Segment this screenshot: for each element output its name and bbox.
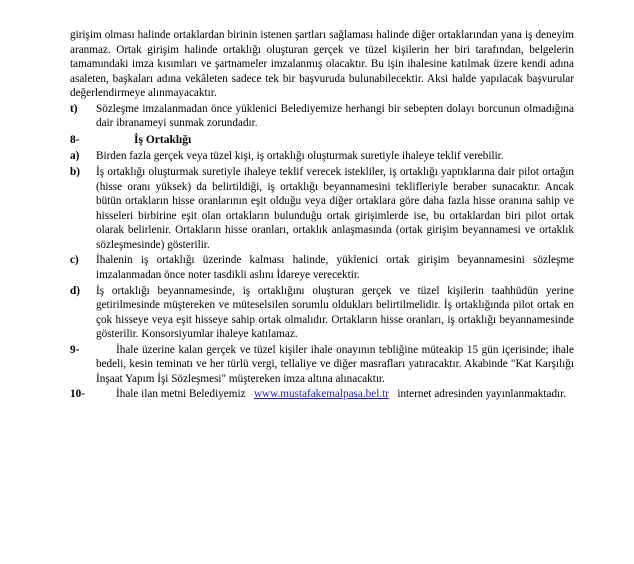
- clause-8c-text: İhalenin iş ortaklığı üzerinde kalması halinde, yüklenici ortak girişim beyannamesini sözleşme imzalanmadan önce noter tasdikli aslını İdareye verecektir.: [96, 254, 574, 281]
- section-9: [70, 343, 574, 387]
- clause-8c: [70, 253, 574, 282]
- section-9-number: 9-: [70, 343, 80, 356]
- intro-paragraph: girişim olması halinde ortaklardan birinin istenen şartları sağlaması halinde diğer ortaklarından yana iş deneyim aranmaz. Ortak girişim halinde ortaklığı oluşturan gerçek ve tüzel kişilerin her biri tarafından, belgelerin tamamındaki imza kısımları ve şartnameler imzalanmış olacaktır. Bu işin ihalesine katılmak üzere kendi adına asaleten, başkaları adına vekâleten sadece tek bir başvuruda bulunabilecektir. Aksi halde yapılacak başvurular değerlendirmeye alınmayacaktır.: [70, 29, 574, 100]
- clause-8b-marker: b): [70, 166, 80, 179]
- clause-8a-marker: a): [70, 150, 80, 163]
- clause-t: [70, 102, 574, 131]
- section-10: [70, 387, 574, 402]
- clause-8d: [70, 284, 574, 342]
- clause-8a-text: Birden fazla gerçek veya tüzel kişi, iş ortaklığı oluşturmak suretiyle ihaleye teklif verebilir.: [96, 150, 504, 163]
- website-link[interactable]: www.mustafakemalpasa.bel.tr: [253, 388, 389, 401]
- section-9-text: İhale üzerine kalan gerçek ve tüzel kişiler ihale onayının tebliğine müteakip 15 gün içerisinde; ihale bedeli, kesin teminatı ve her türlü vergi, tellaliye ve diğer masrafları yatıracaktır. Akabinde "Kat Karşılığı İnşaat Yapım İşi Sözleşmesi" müştereken imza altına alınacaktır.: [96, 343, 574, 385]
- section-8-heading: [70, 133, 574, 149]
- section-10-number: 10-: [70, 388, 85, 401]
- clause-8c-marker: c): [70, 254, 79, 267]
- clause-8b-text: İş ortaklığı oluşturmak suretiyle ihaleye teklif verecek istekliler, iş ortaklığı yaptıklarına dair pilot ortağın (hisse oranı yüksek) da belirtildiği, iş ortaklığı beyannamesini teklifleriyle beraber sunacaktır. Ancak bütün ortakların hisse oranlarının eşit olduğu veya diğer ortaklara göre daha fazla hisse oranına sahip ve hisseleri birbirine eşit olan ortakların bulunduğu ortak girişimlerde ise, bu ortaklardan biri pilot ortak olarak belirlenir. Ortakların hisse oranları, ortaklık anlaşmasında (ortak girişim beyannamesi ve ortaklık sözleşmesinde) gösterilir.: [96, 166, 574, 251]
- section-10-text-after: internet adresinden yayınlanmaktadır.: [397, 388, 567, 401]
- section-10-text-before: İhale ilan metni Belediyemiz: [116, 388, 246, 401]
- clause-8a: [70, 149, 574, 164]
- section-10-body: [96, 387, 574, 402]
- clause-8d-marker: d): [70, 284, 80, 297]
- section-8-title: İş Ortaklığı: [134, 133, 192, 146]
- section-8-number: 8-: [70, 133, 80, 146]
- clause-8d-text: İş ortaklığı beyannamesinde, iş ortaklığını oluşturan gerçek ve tüzel kişilerin taahhüdün yerine getirilmesinde müştereken ve müteselsilen sorumlu oldukları belirtilmelidir. İş ortaklığında pilot ortak en çok hisseye veya eşit hisseye sahip ortak olmalıdır. Ortakların hisse oranları, iş ortaklığı beyannamesinde gösterilir. Konsorsiyumlar ihaleye katılamaz.: [96, 284, 574, 341]
- clause-t-marker: t): [70, 102, 78, 115]
- section-8-items: [70, 149, 574, 341]
- clause-8b: [70, 165, 574, 252]
- clause-t-text: Sözleşme imzalanmadan önce yüklenici Belediyemize herhangi bir sebepten dolayı borcunun olmadığına dair ibranameyi sunmak zorundadır.: [96, 102, 574, 130]
